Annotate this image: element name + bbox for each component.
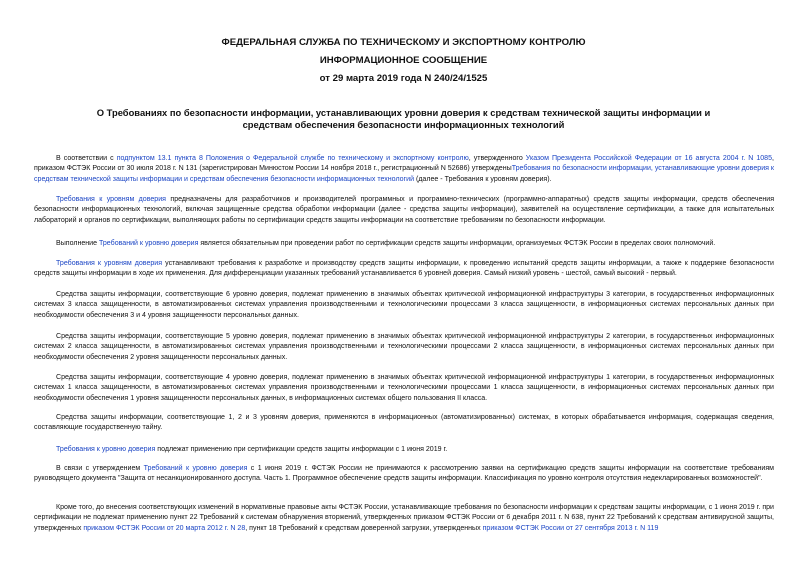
document-title: О Требованиях по безопасности информации, устанавливающих уровни доверия к средствам технической защиты информации и средствам обеспечения безопасности информационных технологий xyxy=(96,107,711,130)
link-presidential-decree[interactable]: Указом Президента Российской Федерации от 16 августа 2004 г. N 1085 xyxy=(525,155,773,162)
link-trust-level-requirements[interactable]: Требований к уровню доверия xyxy=(98,240,199,247)
document-type-heading: ИНФОРМАЦИОННОЕ СООБЩЕНИЕ xyxy=(319,55,488,66)
text: Выполнение xyxy=(56,240,99,247)
link-order-119[interactable]: приказом ФСТЭК России от 27 сентября 2013 г. N 119 xyxy=(482,524,659,532)
text: подлежат применению при сертификации средств защиты информации с 1 июня 2019 г. xyxy=(155,446,448,453)
paragraph-level-5: Средства защиты информации, соответствующие 5 уровню доверия, подлежат применению в значимых объектах критической информационной инфраструктуры 2 категории, в государственных информационных системах 2 класса защищенности, в автоматизированных системах управления производственными и технологическими процессами 2 класса защищенности, в информационных системах персональных данных при необходимости обеспечения 2 уровня защищенности персональных данных. xyxy=(34,333,774,361)
text: В соответствии с xyxy=(56,155,117,162)
paragraph-applications xyxy=(34,464,774,485)
link-trust-level-requirements[interactable]: Требования к уровням доверия xyxy=(56,196,166,203)
text: , приказом ФСТЭК России от 30 июля 2018 г. N 131 (зарегистрирован Минюстом России 14 ноября 2018 г., регистрационный N 52686) утверждены xyxy=(34,155,774,173)
link-trust-level-requirements[interactable]: Требования к уровню доверия xyxy=(56,446,156,453)
text: В связи с утверждением xyxy=(56,465,144,472)
text: предназначены для разработчиков и производителей программных и программно-технических (программно-аппаратных) средств защиты информации, средств обеспечения безопасности информационных технологий, включая защищенные средства обработки информации (далее - средства защиты информации), заявителей на осуществление сертификации, а также для испытательных лабораторий и органов по сертификации, выполняющих работы по сертификации средств защиты информации на соответствие требованиям по безопасности информации. xyxy=(34,196,775,224)
agency-heading: ФЕДЕРАЛЬНАЯ СЛУЖБА ПО ТЕХНИЧЕСКОМУ И ЭКСПОРТНОМУ КОНТРОЛЮ xyxy=(221,37,586,48)
text: является обязательным при проведении работ по сертификации средств защиты информации, организуемых ФСТЭК России в пределах своих полномочий. xyxy=(198,240,716,247)
paragraph-purpose xyxy=(34,195,774,226)
text: с 1 июня 2019 г. ФСТЭК России не принимаются к рассмотрению заявки на сертификацию средств защиты информации на соответствие требованиям руководящего документа "Защита от несанкционированного доступа. Часть 1. Программное обеспечение средств защиты информации. Классификация по уровню контроля отсутствия недекларированных возможностей". xyxy=(34,465,774,483)
text: Кроме того, до внесения соответствующих изменений в нормативные правовые акты ФСТЭК России, устанавливающие требования по безопасности информации к средствам защиты информации, с 1 июня 2019 г. при сертификации не подлежат применению пункт 22 Требований к системам обнаружения вторжений, утвержденных приказом ФСТЭК России от 6 декабря 2011 г. N 638, пункт 22 Требований к средствам антивирусной защиты, утвержденных xyxy=(34,504,774,532)
paragraph-trust-levels xyxy=(34,259,774,280)
text: (далее - Требования к уровням доверия). xyxy=(414,175,552,183)
link-regulation-subclause[interactable]: подпунктом 13.1 пункта 8 Положения о Федеральной службе по техническому и экспортному контролю xyxy=(116,155,469,162)
paragraph-level-6: Средства защиты информации, соответствующие 6 уровню доверия, подлежат применению в значимых объектах критической информационной инфраструктуры 3 категории, в государственных информационных системах 3 класса защищенности, в автоматизированных системах управления производственными и технологическими процессами 3 класса защищенности, в информационных системах персональных данных при необходимости обеспечения 3 и 4 уровня защищенности персональных данных. xyxy=(34,291,774,319)
paragraph-exceptions xyxy=(34,503,774,534)
paragraph-level-4: Средства защиты информации, соответствующие 4 уровню доверия, подлежат применению в значимых объектах критической информационной инфраструктуры 1 категории, в государственных информационных системах 1 класса защищенности, в автоматизированных системах управления производственными и технологическими процессами 1 класса защищенности, в информационных системах персональных данных при необходимости обеспечения 1 уровня защищенности персональных данных, в информационных системах общего пользования II класса. xyxy=(34,374,774,402)
document-date-heading: от 29 марта 2019 года N 240/24/1525 xyxy=(319,73,488,84)
paragraph-legal-basis xyxy=(34,154,774,185)
text: , пункт 18 Требований к средствам доверенной загрузки, утвержденных xyxy=(245,524,483,532)
paragraph-effective-date xyxy=(34,445,774,455)
link-trust-level-requirements[interactable]: Требования к уровням доверия xyxy=(56,260,163,267)
link-trust-level-requirements[interactable]: Требований к уровню доверия xyxy=(143,465,248,472)
link-order-28[interactable]: приказом ФСТЭК России от 20 марта 2012 г. N 28 xyxy=(83,524,246,532)
link-trust-level-requirements[interactable]: Требования по безопасности информации, устанавливающие уровни доверия к средствам технической защиты информации и средствам обеспечения безопасности информационных технологий xyxy=(34,165,775,183)
text: , утвержденного xyxy=(468,155,526,162)
text: устанавливают требования к разработке и производству средств защиты информации, к проведению испытаний средств защиты информации, а также к поддержке безопасности средств защиты информации в ходе их применения. Для дифференциации указанных требований устанавливается 6 уровней доверия. Самый низкий уровень - шестой, самый высокий - первый. xyxy=(34,260,774,278)
paragraph-mandatory xyxy=(34,239,774,249)
paragraph-levels-1-3: Средства защиты информации, соответствующие 1, 2 и 3 уровням доверия, применяются в информационных (автоматизированных) системах, в которых обрабатывается информация, содержащая сведения, составляющие государственную тайну. xyxy=(34,414,774,432)
